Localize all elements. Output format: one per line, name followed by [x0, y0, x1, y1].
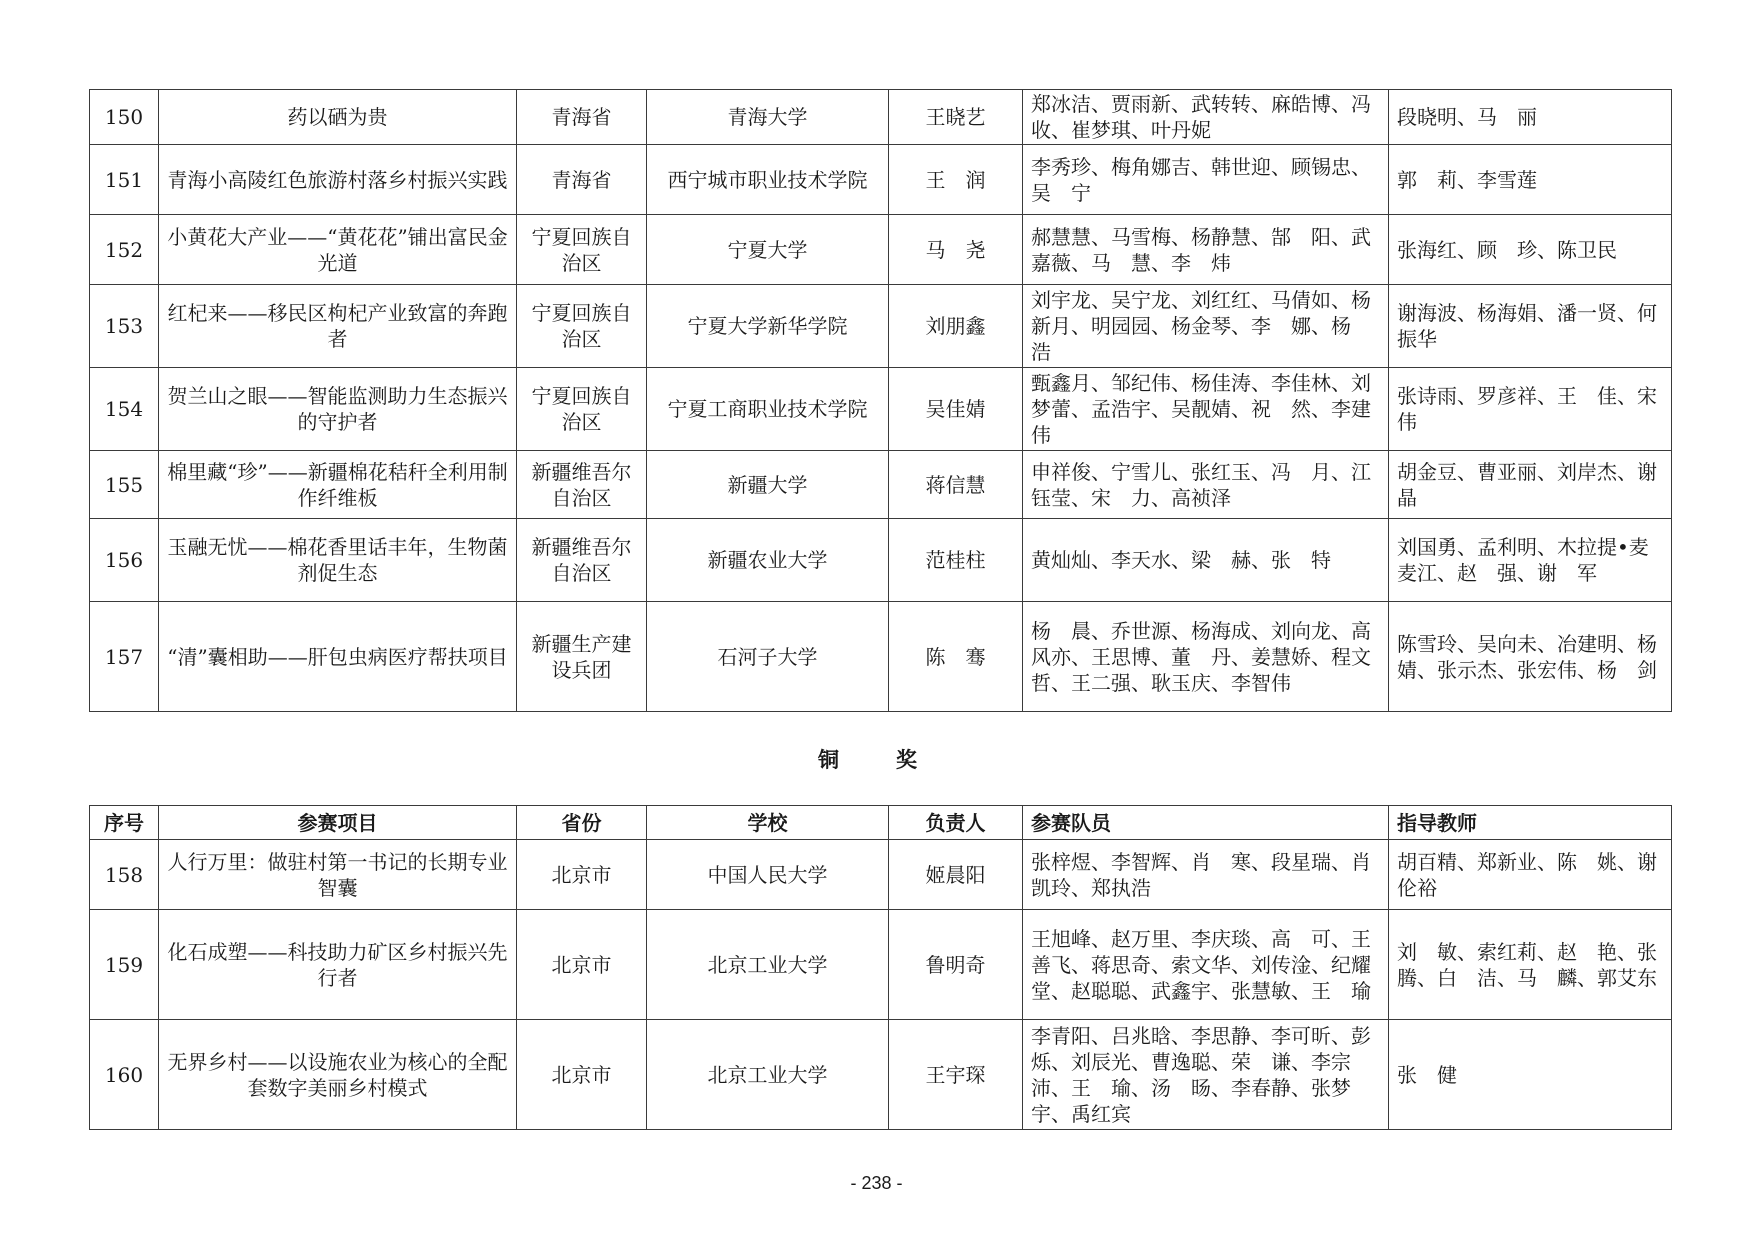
cell-no: 154	[90, 368, 159, 451]
header-no: 序号	[90, 806, 159, 840]
cell-school: 青海大学	[647, 90, 889, 145]
page-number: - 238 -	[850, 1173, 903, 1193]
cell-leader: 王 润	[889, 145, 1023, 215]
table-row	[90, 285, 1672, 368]
cell-school: 北京工业大学	[647, 910, 889, 1020]
section-title-bronze: 铜 奖	[818, 748, 935, 772]
cell-no: 160	[90, 1020, 159, 1130]
table-row	[90, 1020, 1672, 1130]
cell-members: 郑冰洁、贾雨新、武转转、麻皓博、冯 收、崔梦琪、叶丹妮	[1023, 90, 1389, 145]
cell-members: 甄鑫月、邹纪伟、杨佳涛、李佳林、刘梦蕾、孟浩宇、吴靓婧、祝 然、李建伟	[1023, 368, 1389, 451]
cell-province: 宁夏回族自治区	[517, 368, 647, 451]
cell-no: 152	[90, 215, 159, 285]
award-table-body	[90, 90, 1677, 712]
table-row	[90, 90, 1672, 145]
award-table-continued	[89, 89, 1677, 712]
cell-province: 宁夏回族自治区	[517, 215, 647, 285]
cell-project: 无界乡村——以设施农业为核心的全配套数字美丽乡村模式	[159, 1020, 517, 1130]
cell-province: 青海省	[517, 145, 647, 215]
table-row	[90, 910, 1672, 1020]
cell-advisors: 张 健	[1389, 1020, 1672, 1130]
cell-school: 北京工业大学	[647, 1020, 889, 1130]
table-row	[90, 145, 1672, 215]
cell-project: “清”囊相助——肝包虫病医疗帮扶项目	[159, 602, 517, 712]
cell-leader: 姬晨阳	[889, 840, 1023, 910]
cell-leader: 马 尧	[889, 215, 1023, 285]
cell-advisors: 谢海波、杨海娟、潘一贤、何振华	[1389, 285, 1672, 368]
cell-project: 人行万里：做驻村第一书记的长期专业智囊	[159, 840, 517, 910]
cell-leader: 吴佳婧	[889, 368, 1023, 451]
cell-leader: 鲁明奇	[889, 910, 1023, 1020]
cell-province: 宁夏回族自治区	[517, 285, 647, 368]
cell-no: 158	[90, 840, 159, 910]
table-row	[90, 451, 1672, 519]
cell-advisors: 张诗雨、罗彦祥、王 佳、宋 伟	[1389, 368, 1672, 451]
cell-members: 李秀珍、梅角娜吉、韩世迎、顾锡忠、吴 宁	[1023, 145, 1389, 215]
cell-no: 150	[90, 90, 159, 145]
bronze-award-table	[89, 805, 1677, 1130]
cell-project: 化石成塑——科技助力矿区乡村振兴先行者	[159, 910, 517, 1020]
cell-advisors: 陈雪玲、吴向未、冶建明、杨 婧、张示杰、张宏伟、杨 剑	[1389, 602, 1672, 712]
cell-school: 新疆大学	[647, 451, 889, 519]
cell-members: 申祥俊、宁雪儿、张红玉、冯 月、江钰莹、宋 力、高祯泽	[1023, 451, 1389, 519]
bronze-table-body	[90, 840, 1677, 1130]
cell-advisors: 郭 莉、李雪莲	[1389, 145, 1672, 215]
cell-no: 159	[90, 910, 159, 1020]
cell-school: 石河子大学	[647, 602, 889, 712]
header-members: 参赛队员	[1023, 806, 1389, 840]
cell-members: 张梓煜、李智辉、肖 寒、段星瑞、肖凯玲、郑执浩	[1023, 840, 1389, 910]
cell-leader: 王晓艺	[889, 90, 1023, 145]
cell-advisors: 胡金豆、曹亚丽、刘岸杰、谢 晶	[1389, 451, 1672, 519]
cell-members: 王旭峰、赵万里、李庆琰、高 可、王善飞、蒋思奇、索文华、刘传淦、纪耀堂、赵聪聪、武鑫宇、张慧敏、王 瑜	[1023, 910, 1389, 1020]
cell-project: 药以硒为贵	[159, 90, 517, 145]
cell-project: 玉融无忧——棉花香里话丰年，生物菌剂促生态	[159, 519, 517, 602]
cell-province: 新疆生产建设兵团	[517, 602, 647, 712]
cell-province: 新疆维吾尔自治区	[517, 451, 647, 519]
cell-project: 红杞来——移民区枸杞产业致富的奔跑者	[159, 285, 517, 368]
cell-province: 青海省	[517, 90, 647, 145]
header-advisors: 指导教师	[1389, 806, 1672, 840]
cell-leader: 范桂柱	[889, 519, 1023, 602]
cell-advisors: 段晓明、马 丽	[1389, 90, 1672, 145]
cell-members: 杨 晨、乔世源、杨海成、刘向龙、高风亦、王思博、董 丹、姜慧娇、程文哲、王二强、耿玉庆、李智伟	[1023, 602, 1389, 712]
cell-province: 北京市	[517, 1020, 647, 1130]
header-province: 省份	[517, 806, 647, 840]
cell-leader: 王宇琛	[889, 1020, 1023, 1130]
cell-project: 棉里藏“珍”——新疆棉花秸秆全利用制作纤维板	[159, 451, 517, 519]
cell-project: 青海小高陵红色旅游村落乡村振兴实践	[159, 145, 517, 215]
cell-project: 贺兰山之眼——智能监测助力生态振兴的守护者	[159, 368, 517, 451]
table-row	[90, 602, 1672, 712]
cell-members: 刘宇龙、吴宁龙、刘红红、马倩如、杨新月、明园园、杨金琴、李 娜、杨 浩	[1023, 285, 1389, 368]
cell-leader: 陈 骞	[889, 602, 1023, 712]
cell-members: 李青阳、吕兆晗、李思静、李可昕、彭 烁、刘辰光、曹逸聪、荣 谦、李宗沛、王 瑜、汤 旸、李春静、张梦宇、禹红宾	[1023, 1020, 1389, 1130]
cell-school: 新疆农业大学	[647, 519, 889, 602]
cell-school: 宁夏工商职业技术学院	[647, 368, 889, 451]
cell-advisors: 张海红、顾 珍、陈卫民	[1389, 215, 1672, 285]
table-row	[90, 519, 1672, 602]
table-row	[90, 840, 1672, 910]
cell-leader: 刘朋鑫	[889, 285, 1023, 368]
cell-no: 157	[90, 602, 159, 712]
cell-no: 156	[90, 519, 159, 602]
table-row	[90, 215, 1672, 285]
cell-school: 西宁城市职业技术学院	[647, 145, 889, 215]
cell-members: 郝慧慧、马雪梅、杨静慧、郜 阳、武嘉薇、马 慧、李 炜	[1023, 215, 1389, 285]
cell-school: 中国人民大学	[647, 840, 889, 910]
cell-members: 黄灿灿、李天水、梁 赫、张 特	[1023, 519, 1389, 602]
cell-no: 151	[90, 145, 159, 215]
cell-province: 北京市	[517, 840, 647, 910]
table-header-row	[90, 806, 1672, 840]
cell-leader: 蒋信慧	[889, 451, 1023, 519]
cell-advisors: 胡百精、郑新业、陈 姚、谢伦裕	[1389, 840, 1672, 910]
table-row	[90, 368, 1672, 451]
cell-province: 新疆维吾尔自治区	[517, 519, 647, 602]
header-leader: 负责人	[889, 806, 1023, 840]
cell-no: 153	[90, 285, 159, 368]
cell-project: 小黄花大产业——“黄花花”铺出富民金光道	[159, 215, 517, 285]
cell-advisors: 刘 敏、索红莉、赵 艳、张 腾、白 洁、马 麟、郭艾东	[1389, 910, 1672, 1020]
cell-advisors: 刘国勇、孟利明、木拉提•麦麦江、赵 强、谢 军	[1389, 519, 1672, 602]
cell-no: 155	[90, 451, 159, 519]
header-project: 参赛项目	[159, 806, 517, 840]
header-school: 学校	[647, 806, 889, 840]
cell-school: 宁夏大学	[647, 215, 889, 285]
cell-province: 北京市	[517, 910, 647, 1020]
cell-school: 宁夏大学新华学院	[647, 285, 889, 368]
